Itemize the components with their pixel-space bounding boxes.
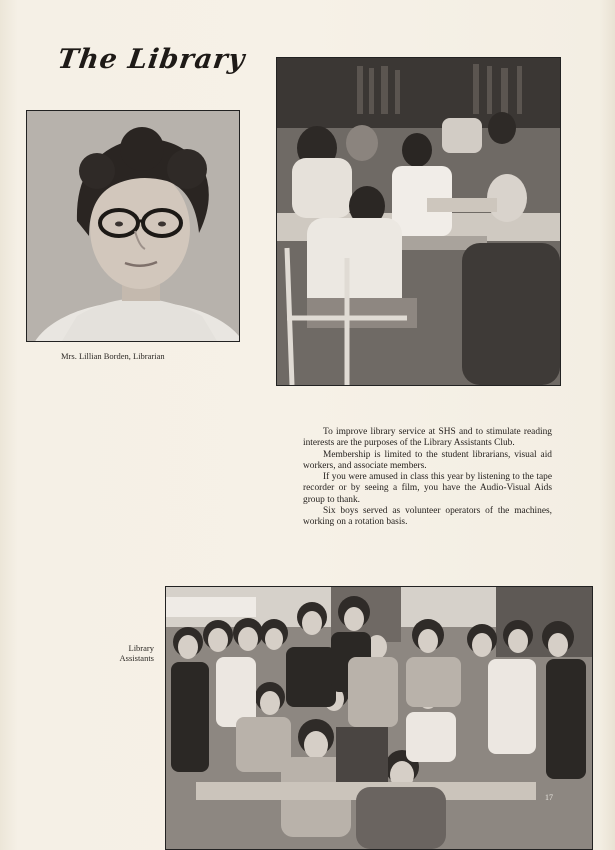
portrait-caption: Mrs. Lillian Borden, Librarian	[61, 351, 165, 361]
group-label-line: Library	[128, 643, 154, 653]
paragraph: To improve library service at SHS and to stimulate reading interests are the purposes of the Library Assistants Club.	[303, 427, 552, 449]
paragraph: If you were amused in class this year by listening to the tape recorder or by seeing a film, you have the Audio-Visual Aids group to thank.	[303, 472, 552, 505]
group-label-line: Assistants	[119, 653, 154, 663]
portrait-illustration	[27, 111, 239, 341]
librarian-portrait-photo	[26, 110, 240, 342]
page-number: 17	[545, 793, 553, 802]
club-description	[303, 427, 552, 529]
paragraph: Six boys served as volunteer operators of the machines, working on a rotation basis.	[303, 506, 552, 528]
group-illustration	[166, 587, 592, 849]
group-photo-label	[102, 643, 154, 663]
library-reading-room-photo	[276, 57, 561, 386]
library-illustration	[277, 58, 560, 385]
paragraph: Membership is limited to the student librarians, visual aid workers, and associate members.	[303, 449, 552, 471]
library-assistants-group-photo	[165, 586, 593, 850]
page-title: The Library	[55, 44, 248, 75]
